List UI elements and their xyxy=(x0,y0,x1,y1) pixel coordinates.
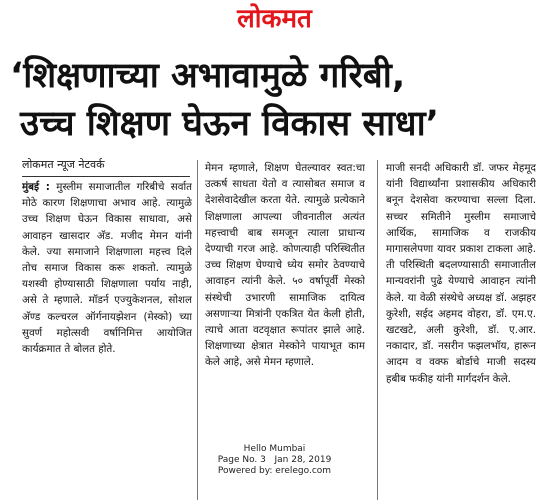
headline-line-2: उच्च शिक्षण घेऊन विकास साधा’ xyxy=(20,104,439,144)
byline: लोकमत न्यूज नेटवर्क xyxy=(22,158,105,171)
page-footer xyxy=(0,444,549,477)
footer-page-date xyxy=(0,455,549,466)
column-3-text: माजी सनदी अधिकारी डॉ. जफर मेहमूद यांनी विद्यार्थ्यांना प्रशासकीय अधिकारी बनून देशसेवा करण्याचा सल्ला दिला. सच्चर समितीने मुस्लीम समाजाचे आर्थिक, सामाजिक व राजकीय मागासलेपणा यावर प्रकाश टाकला आहे. ती परिस्थिती बदलण्यासाठी समाजातील मान्यवरांनी पुढे येण्याचे आवाहन त्यांनी केले. या वेळी संस्थेचे अध्यक्ष डॉ. अझहर कुरेशी, सईद अहमद वोहरा, डॉ. एम.ए. खटखटे, अली कुरेशी, डॉ. ए.आर. नकादार, डॉ. नसरीन फझलभॉय, हारून आदम व वक्फ बोर्डाचे माजी सदस्य हबीब फकीह यांनी मार्गदर्शन केले. xyxy=(386,162,536,385)
footer-powered-by: Powered by: erelego.com xyxy=(217,466,332,476)
article-column-3 xyxy=(386,160,536,430)
dateline: मुंबई : xyxy=(22,181,50,193)
masthead-title: लोकमत xyxy=(237,4,312,34)
headline xyxy=(10,52,540,148)
footer-publication: Hello Mumbai xyxy=(243,444,306,454)
footer-page: Page No. 3 xyxy=(217,455,266,465)
article-column-2 xyxy=(205,160,365,430)
masthead-logo xyxy=(0,4,549,34)
column-2-text: मेमन म्हणाले, शिक्षण घेतल्यावर स्वत:चा उत्कर्ष साधता येतो व त्यासोबत समाज व देशसेवादेखील करता येते. त्यामुळे प्रत्येकाने शिक्षणाला आपल्या जीवनातील अत्यंत महत्त्वाची बाब समजून त्याला प्राधान्य देण्याची गरज आहे. कोणत्याही परिस्थितीत उच्च शिक्षण घेण्याचे ध्येय समोर ठेवण्याचे आवाहन त्यांनी केले. ५० वर्षापूर्वी मेस्को संस्थेची उभारणी सामाजिक दायित्व असणाऱ्या मित्रांनी एकत्रित येत केली होती, त्याचे आता वटवृक्षात रूपांतर झाले आहे. शिक्षणाच्या क्षेत्रात मेस्कोने पायाभूत काम केले आहे, असे मेमन म्हणाले. xyxy=(205,162,365,369)
footer-date: Jan 28, 2019 xyxy=(274,455,332,465)
byline-divider xyxy=(22,176,190,177)
column-1-text: मुस्लीम समाजातील गरिबीचे सर्वात मोठे कारण शिक्षणाचा अभाव आहे. त्यामुळे उच्च शिक्षण घेऊन विकास साधावा, असे आवाहन खासदार अ‍ॅड. मजीद मेमन यांनी केले. ज्या समाजाने शिक्षणाला महत्त्व दिले तोच समाज विकास करू शकतो. त्यामुळे यशस्वी होण्यासाठी शिक्षणाला पर्याय नाही, असे ते म्हणाले. मॉडर्न एज्युकेशनल, सोशल अ‍ॅण्ड कल्चरल ऑर्गनायझेशन (मेस्को) च्या सुवर्ण महोत्सवी वर्षानिमित्त आयोजित कार्यक्रमात ते बोलत होते. xyxy=(22,181,192,356)
headline-line-1: ‘शिक्षणाच्या अभावामुळे गरिबी, xyxy=(10,56,406,96)
